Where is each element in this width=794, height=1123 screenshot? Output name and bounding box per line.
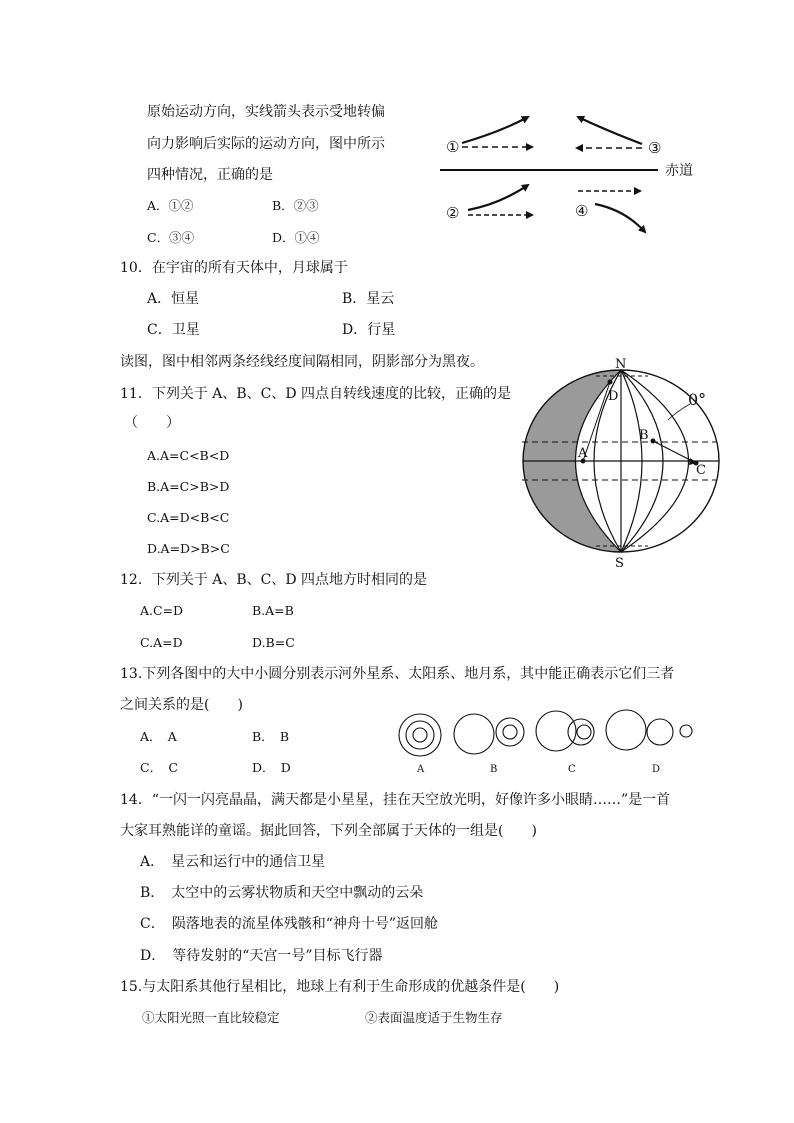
q9-line1: 原始运动方向，实线箭头表示受地转偏 — [147, 104, 385, 120]
q9-line2: 向力影响后实际的运动方向，图中所示 — [147, 136, 385, 152]
q15-option-1: ①太阳光照一直比较稳定 — [142, 1010, 280, 1025]
q12-option-a: A.C=D — [140, 603, 184, 618]
q12-option-c: C.A=D — [140, 635, 183, 650]
q13-option-b: B． B — [252, 729, 290, 744]
q9-option-b: B．②③ — [272, 198, 319, 213]
q13-line1: 13.下列各图中的大中小圆分别表示河外星系、太阳系、地月系，其中能正确表示它们三者 — [120, 666, 675, 682]
circles-label-c: C — [568, 764, 576, 775]
q15-option-2: ②表面温度适于生物生存 — [365, 1010, 503, 1025]
globe-label-d: D — [608, 389, 619, 404]
globe-label-zero: 0° — [688, 390, 707, 409]
q14-option-d: D． 等待发射的“天宫一号”目标飞行器 — [140, 948, 383, 964]
globe-label-a: A — [578, 446, 588, 461]
q10-option-b: B．星云 — [342, 291, 395, 307]
q9-line3: 四种情况，正确的是 — [147, 167, 273, 183]
equator-label: 赤道 — [665, 163, 693, 179]
q12-option-d: D.B=C — [252, 635, 295, 650]
q13-option-c: C． C — [140, 760, 178, 775]
q13-option-a: A． A — [140, 729, 177, 744]
q12-stem: 12．下列关于 A、B、C、D 四点地方时相同的是 — [120, 572, 428, 588]
intro-11: 读图，图中相邻两条经线经度间隔相同，阴影部分为黑夜。 — [120, 354, 484, 370]
q14-option-c: C． 陨落地表的流星体残骸和“神舟十号”返回舱 — [140, 916, 439, 932]
q11-paren: （ ） — [124, 415, 180, 431]
q10-option-c: C．卫星 — [147, 322, 200, 338]
globe-label-c: C — [696, 463, 706, 478]
q14-line2: 大家耳熟能详的童谣。据此回答，下列全部属于天体的一组是( ) — [120, 823, 537, 839]
q11-option-c: C.A=D<B<C — [147, 510, 230, 525]
fig-label-4: ④ — [575, 202, 589, 220]
fig-label-3: ③ — [648, 139, 662, 157]
q10-option-a: A．恒星 — [147, 291, 200, 307]
q11-option-b: B.A=C>B>D — [147, 479, 230, 494]
q11-option-a: A.A=C<B<D — [147, 448, 230, 463]
q9-option-d: D．①④ — [272, 230, 320, 245]
q14-option-b: B． 太空中的云雾状物质和天空中飘动的云朵 — [140, 885, 424, 901]
q11-option-d: D.A=D>B>C — [147, 541, 230, 556]
q13-line2: 之间关系的是( ) — [120, 697, 243, 713]
q12-option-b: B.A=B — [252, 603, 294, 618]
globe-label-n: N — [615, 357, 627, 372]
globe-label-s: S — [615, 556, 624, 571]
q13-option-d: D． D — [252, 760, 291, 775]
q10-stem: 10．在宇宙的所有天体中，月球属于 — [120, 260, 348, 276]
q9-option-c: C．③④ — [147, 230, 195, 245]
q11-stem: 11．下列关于 A、B、C、D 四点自转线速度的比较，正确的是 — [120, 386, 512, 402]
q9-option-a: A．①② — [147, 198, 194, 213]
q15-stem: 15.与太阳系其他行星相比，地球上有利于生命形成的优越条件是( ) — [120, 979, 560, 995]
circles-label-b: B — [490, 764, 498, 775]
circles-label-d: D — [652, 764, 661, 775]
globe-label-b: B — [639, 428, 649, 443]
q14-option-a: A． 星云和运行中的通信卫星 — [140, 854, 326, 870]
fig-label-1: ① — [446, 138, 460, 156]
q14-line1: 14．“一闪一闪亮晶晶，满天都是小星星，挂在天空放光明，好像许多小眼睛……”是一首 — [120, 792, 671, 808]
circles-label-a: A — [417, 764, 425, 775]
q10-option-d: D．行星 — [342, 322, 396, 338]
fig-label-2: ② — [446, 204, 460, 222]
